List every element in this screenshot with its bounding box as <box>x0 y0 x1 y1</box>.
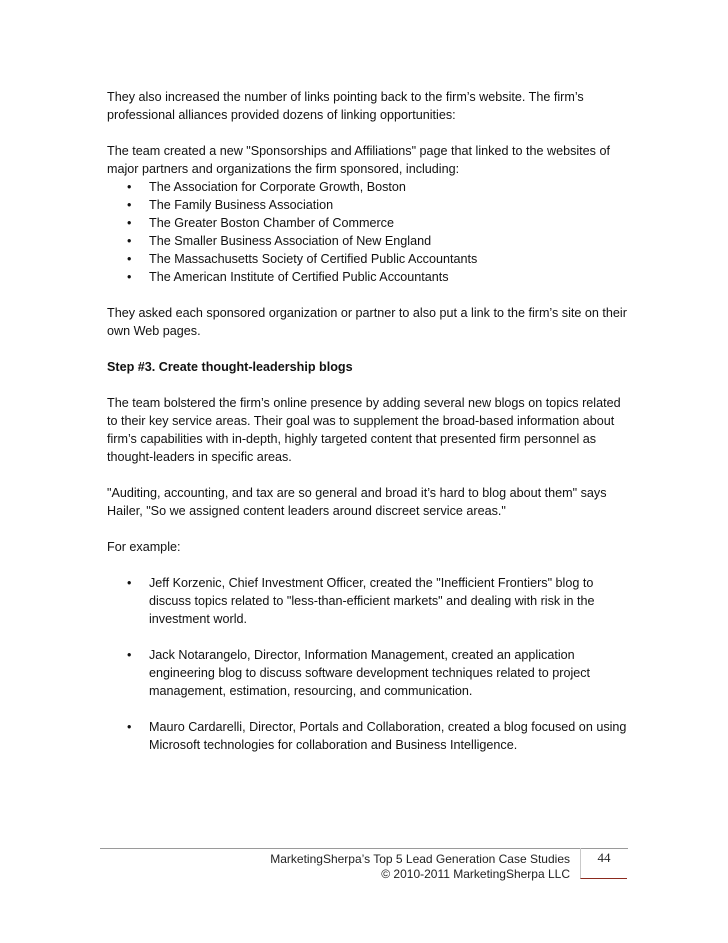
list-item: • The Family Business Association <box>127 198 334 212</box>
paragraph-blogs: The team bolstered the firm’s online presence by adding several new blogs on topics related to their key service areas. Their goal was to supplement the broad-based information about firm’s capabilities with in-depth, highly targeted content that presented firm personnel as thought-leaders in specific areas. <box>107 396 621 464</box>
list-item: • Mauro Cardarelli, Director, Portals and Collaboration, created a blog focused on using Microsoft technologies for collaboration and Business Intelligence. <box>127 720 627 752</box>
page-number-box <box>580 848 627 879</box>
section-heading: Step #3. Create thought-leadership blogs <box>107 360 353 374</box>
footer-title: MarketingSherpa’s Top 5 Lead Generation Case Studies <box>270 852 570 866</box>
paragraph-sponsor-links: They asked each sponsored organization or partner to also put a link to the firm’s site on their own Web pages. <box>107 306 627 338</box>
bullet-icon: • <box>127 576 132 590</box>
paragraph-for-example: For example: <box>107 540 181 554</box>
example-list <box>107 574 627 754</box>
footer-divider <box>100 848 628 849</box>
list-item: • The Greater Boston Chamber of Commerce <box>127 216 394 230</box>
list-item: • Jack Notarangelo, Director, Information Management, created an application engineering blog to discuss software development techniques related to project management, estimation, resourcing, and communication. <box>127 648 591 698</box>
footer-copyright: © 2010-2011 MarketingSherpa LLC <box>381 867 570 881</box>
bullet-icon: • <box>127 234 132 248</box>
footer <box>240 852 570 882</box>
bullet-icon: • <box>127 198 132 212</box>
paragraph-quote: "Auditing, accounting, and tax are so general and broad it’s hard to blog about them" says Hailer, "So we assigned content leaders around discreet service areas." <box>107 486 607 518</box>
bullet-icon: • <box>127 720 132 734</box>
bullet-icon: • <box>127 648 132 662</box>
list-item: • The Association for Corporate Growth, Boston <box>127 180 406 194</box>
paragraph-links: They also increased the number of links pointing back to the firm’s website. The firm’s professional alliances provided dozens of linking opportunities: <box>107 90 584 122</box>
paragraph-sponsorships: The team created a new "Sponsorships and Affiliations" page that linked to the websites of major partners and organizations the firm sponsored, including: <box>107 144 610 176</box>
list-item: • The Massachusetts Society of Certified Public Accountants <box>127 252 478 266</box>
list-item: • The American Institute of Certified Public Accountants <box>127 270 449 284</box>
bullet-icon: • <box>127 270 132 284</box>
bullet-icon: • <box>127 252 132 266</box>
page-number: 44 <box>597 850 611 865</box>
sponsor-list <box>107 178 627 286</box>
list-item: • The Smaller Business Association of New England <box>127 234 432 248</box>
page-body <box>107 88 627 772</box>
bullet-icon: • <box>127 180 132 194</box>
bullet-icon: • <box>127 216 132 230</box>
list-item: • Jeff Korzenic, Chief Investment Officer, created the "Inefficient Frontiers" blog to discuss topics related to "less-than-efficient markets" and dealing with risk in the investment world. <box>127 576 595 626</box>
